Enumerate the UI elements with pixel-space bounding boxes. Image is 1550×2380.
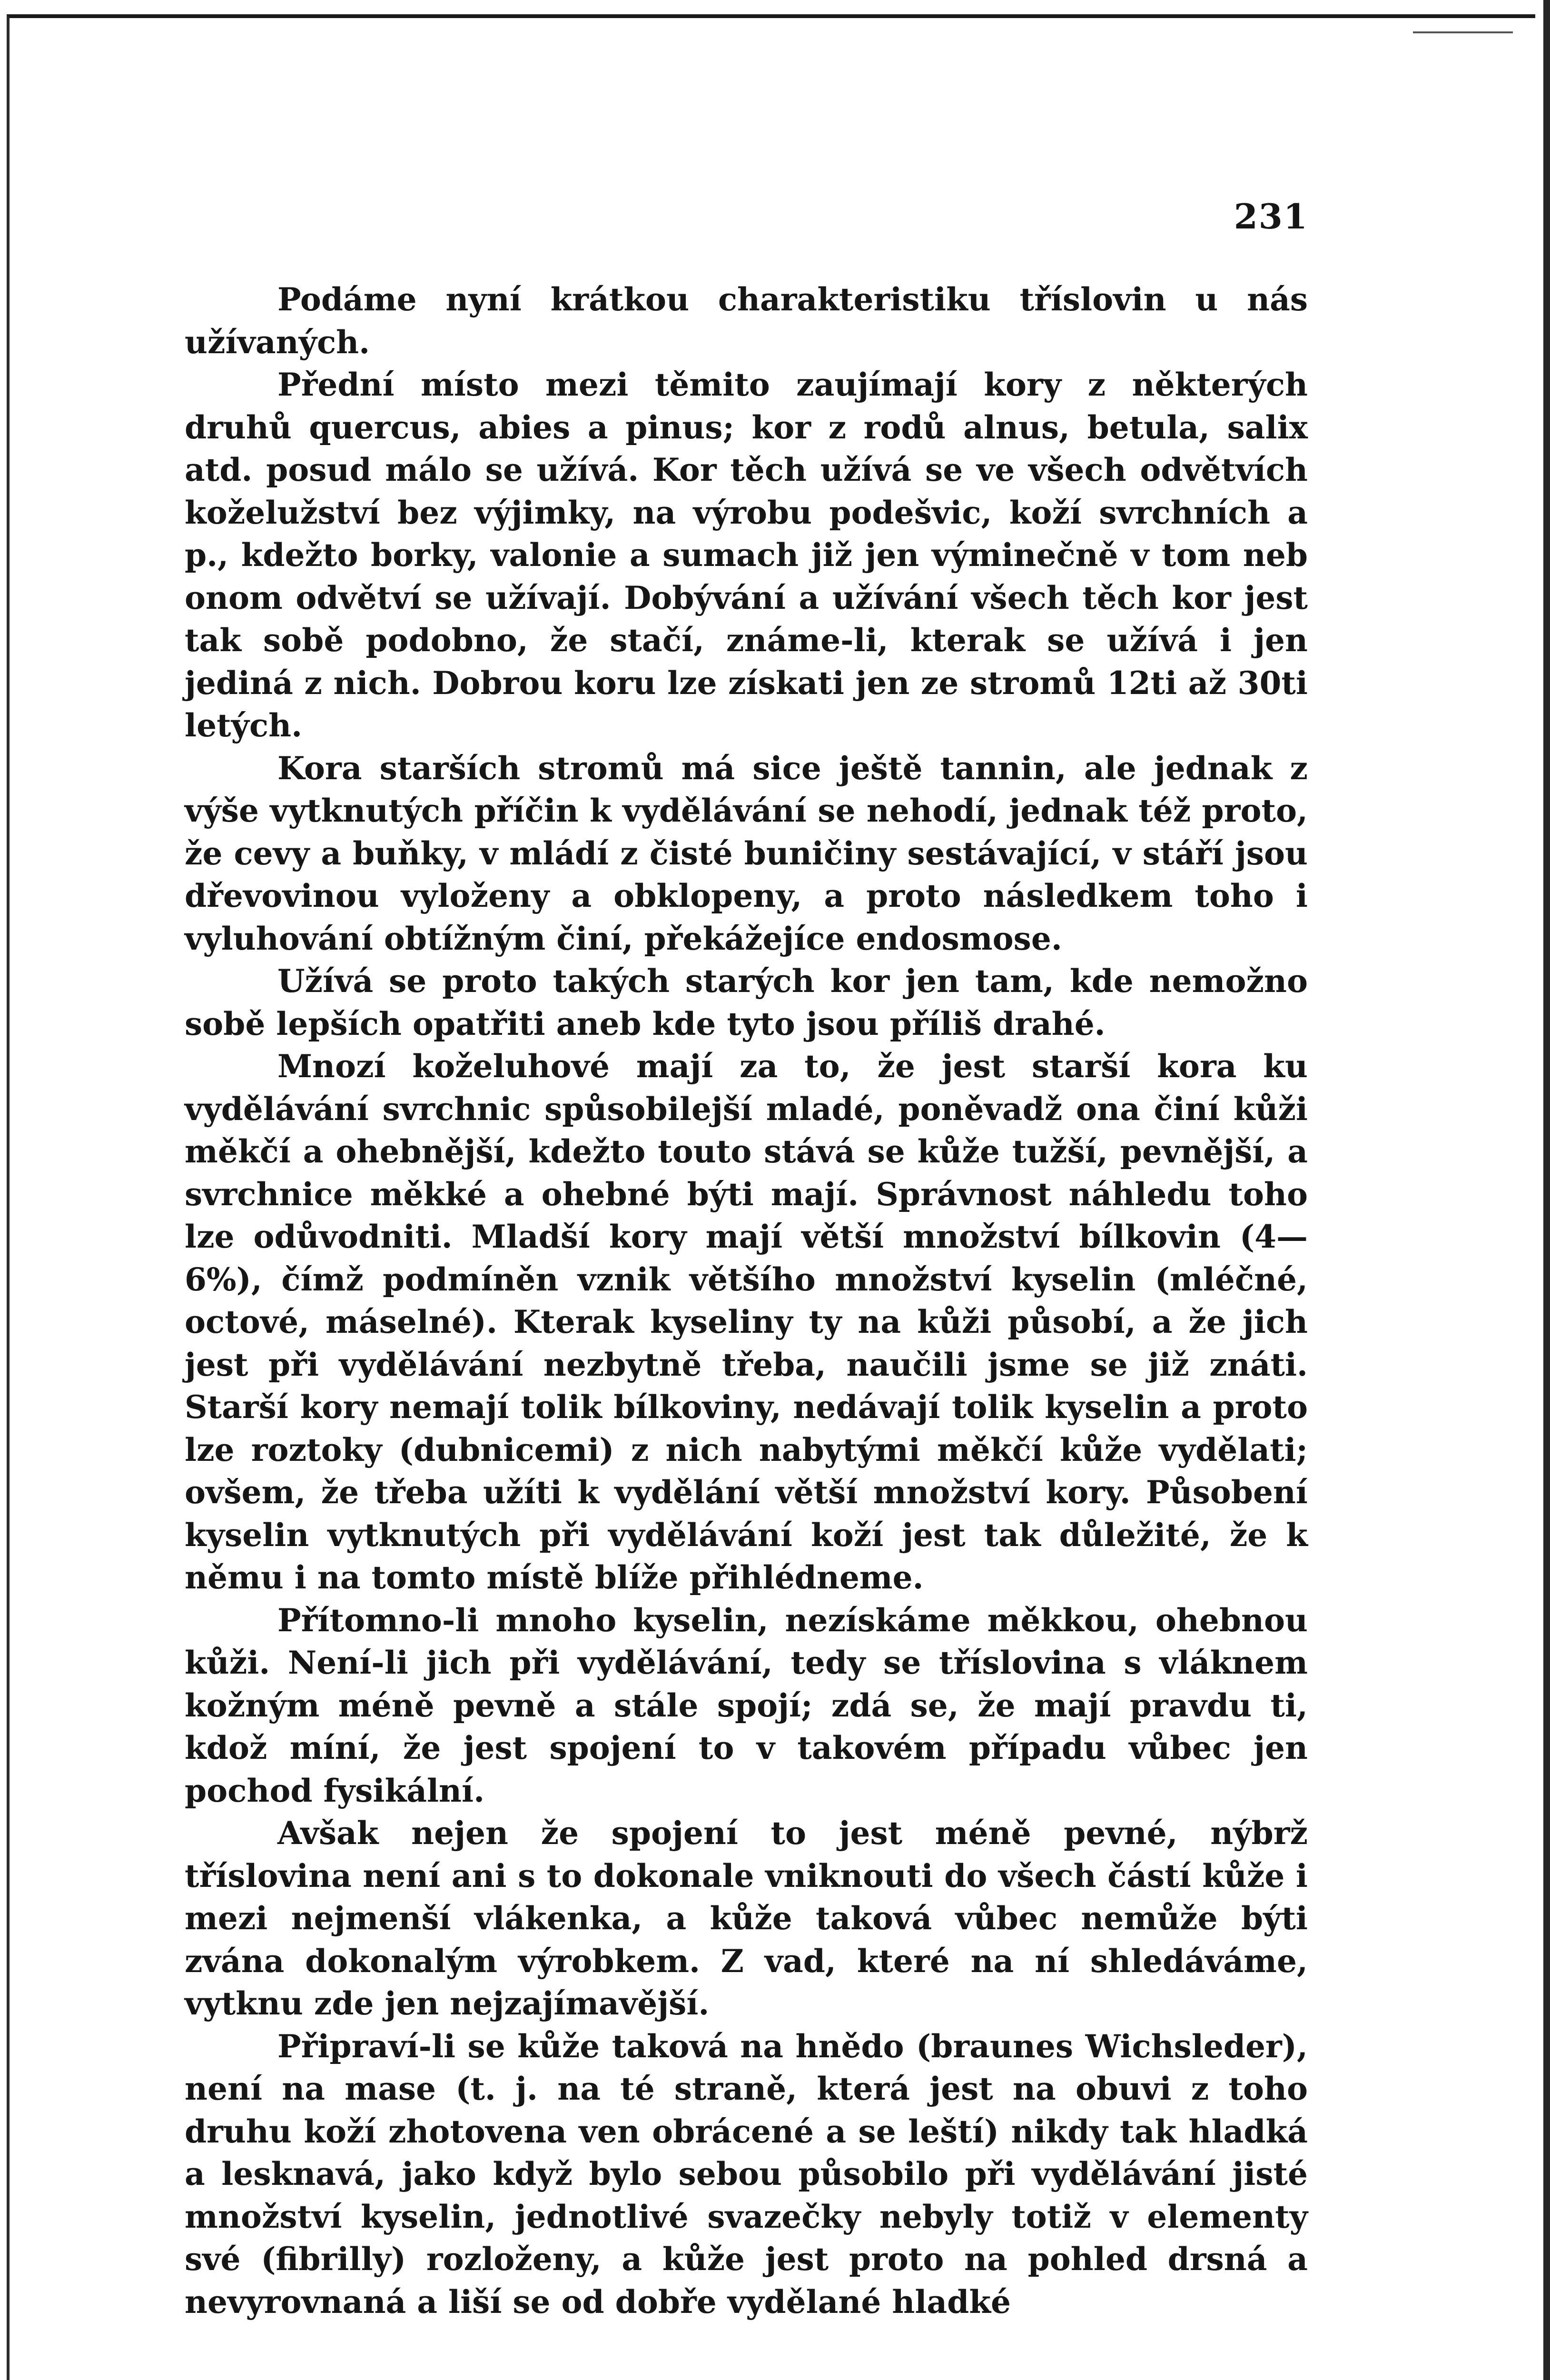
paragraph-7: Avšak nejen že spojení to jest méně pevné, nýbrž tříslovina není ani s to dokonale vniknouti do všech částí kůže i mezi nejmenší vlákenka, a kůže taková vůbec nemůže býti zvána dokonalým výrobkem. Z vad, které na ní shledáváme, vytknu zde jen nejzajímavější. [185, 1815, 1308, 2022]
paragraph-6: Přítomno-li mnoho kyselin, nezískáme měkkou, ohebnou kůži. Není-li jich při vydělávání, tedy se tříslovina s vláknem kožným méně pevně a stále spojí; zdá se, že mají pravdu ti, kdož míní, že jest spojení to v takovém případu vůbec jen pochod fysikální. [185, 1601, 1308, 1809]
paragraph-5: Mnozí koželuhové mají za to, že jest starší kora ku vydělávání svrchnic spůsobilejší mladé, poněvadž ona činí kůži měkčí a ohebnější, kdežto touto stává se kůže tužší, pevnější, a svrchnice měkké a ohebné býti mají. Správnost náhledu toho lze odůvodniti. Mladší kory mají větší množství bílkovin (4—6%), čímž podmíněn vznik většího množství kyselin (mléčné, octové, máselné). Kterak kyseliny ty na kůži působí, a že jich jest při vydělávání nezbytně třeba, naučili jsme se již znáti. Starší kory nemají tolik bílkoviny, nedávají tolik kyselin a proto lze roztoky (dubnicemi) z nich nabytými měkčí kůže vydělati; ovšem, že třeba užíti k vydělání větší množství kory. Působení kyselin vytknutých při vydělávání koží jest tak důležité, že k němu i na tomto místě blíže přihlédneme. [185, 1048, 1308, 1596]
paragraph-2: Přední místo mezi těmito zaujímají kory z některých druhů quercus, abies a pinus; kor z rodů alnus, betula, salix atd. posud málo se užívá. Kor těch užívá se ve všech odvětvích koželužství bez výjimky, na výrobu podešvic, koží svrchních a p., kdežto borky, valonie a sumach již jen výminečně v tom neb onom odvětví se užívají. Dobývání a užívání všech těch kor jest tak sobě podobno, že stačí, známe-li, kterak se užívá i jen jediná z nich. Dobrou koru lze získati jen ze stromů 12ti až 30ti letých. [185, 366, 1308, 744]
paragraph-3: Kora starších stromů má sice ještě tannin, ale jednak z výše vytknutých příčin k vydělávání se nehodí, jednak též proto, že cevy a buňky, v mládí z čisté buničiny sestávající, v stáří jsou dřevovinou vyloženy a obklopeny, a proto následkem toho i vyluhování obtížným činí, překážejíce endosmose. [185, 749, 1308, 957]
paragraph-8: Připraví-li se kůže taková na hnědo (braunes Wichsleder), není na mase (t. j. na té straně, která jest na obuvi z toho druhu koží zhotovena ven obrácené a se leští) nikdy tak hladká a lesknavá, jako když bylo sebou působilo při vydělávání jisté množství kyselin, jednotlivé svazečky nebyly totiž v elementy své (fibrilly) rozloženy, a kůže jest proto na pohled drsná a nevyrovnaná a liší se od dobře vydělané hladké [185, 2027, 1308, 2320]
body-text [185, 278, 1308, 2323]
scan-right-edge [1543, 0, 1550, 2380]
page-number: 231 [1234, 196, 1308, 237]
corner-rule [1413, 31, 1513, 33]
paragraph-1: Podáme nyní krátkou charakteristiku tříslovin u nás užívaných. [185, 281, 1308, 361]
paragraph-4: Užívá se proto takých starých kor jen tam, kde nemožno sobě lepších opatřiti aneb kde tyto jsou příliš drahé. [185, 962, 1308, 1042]
